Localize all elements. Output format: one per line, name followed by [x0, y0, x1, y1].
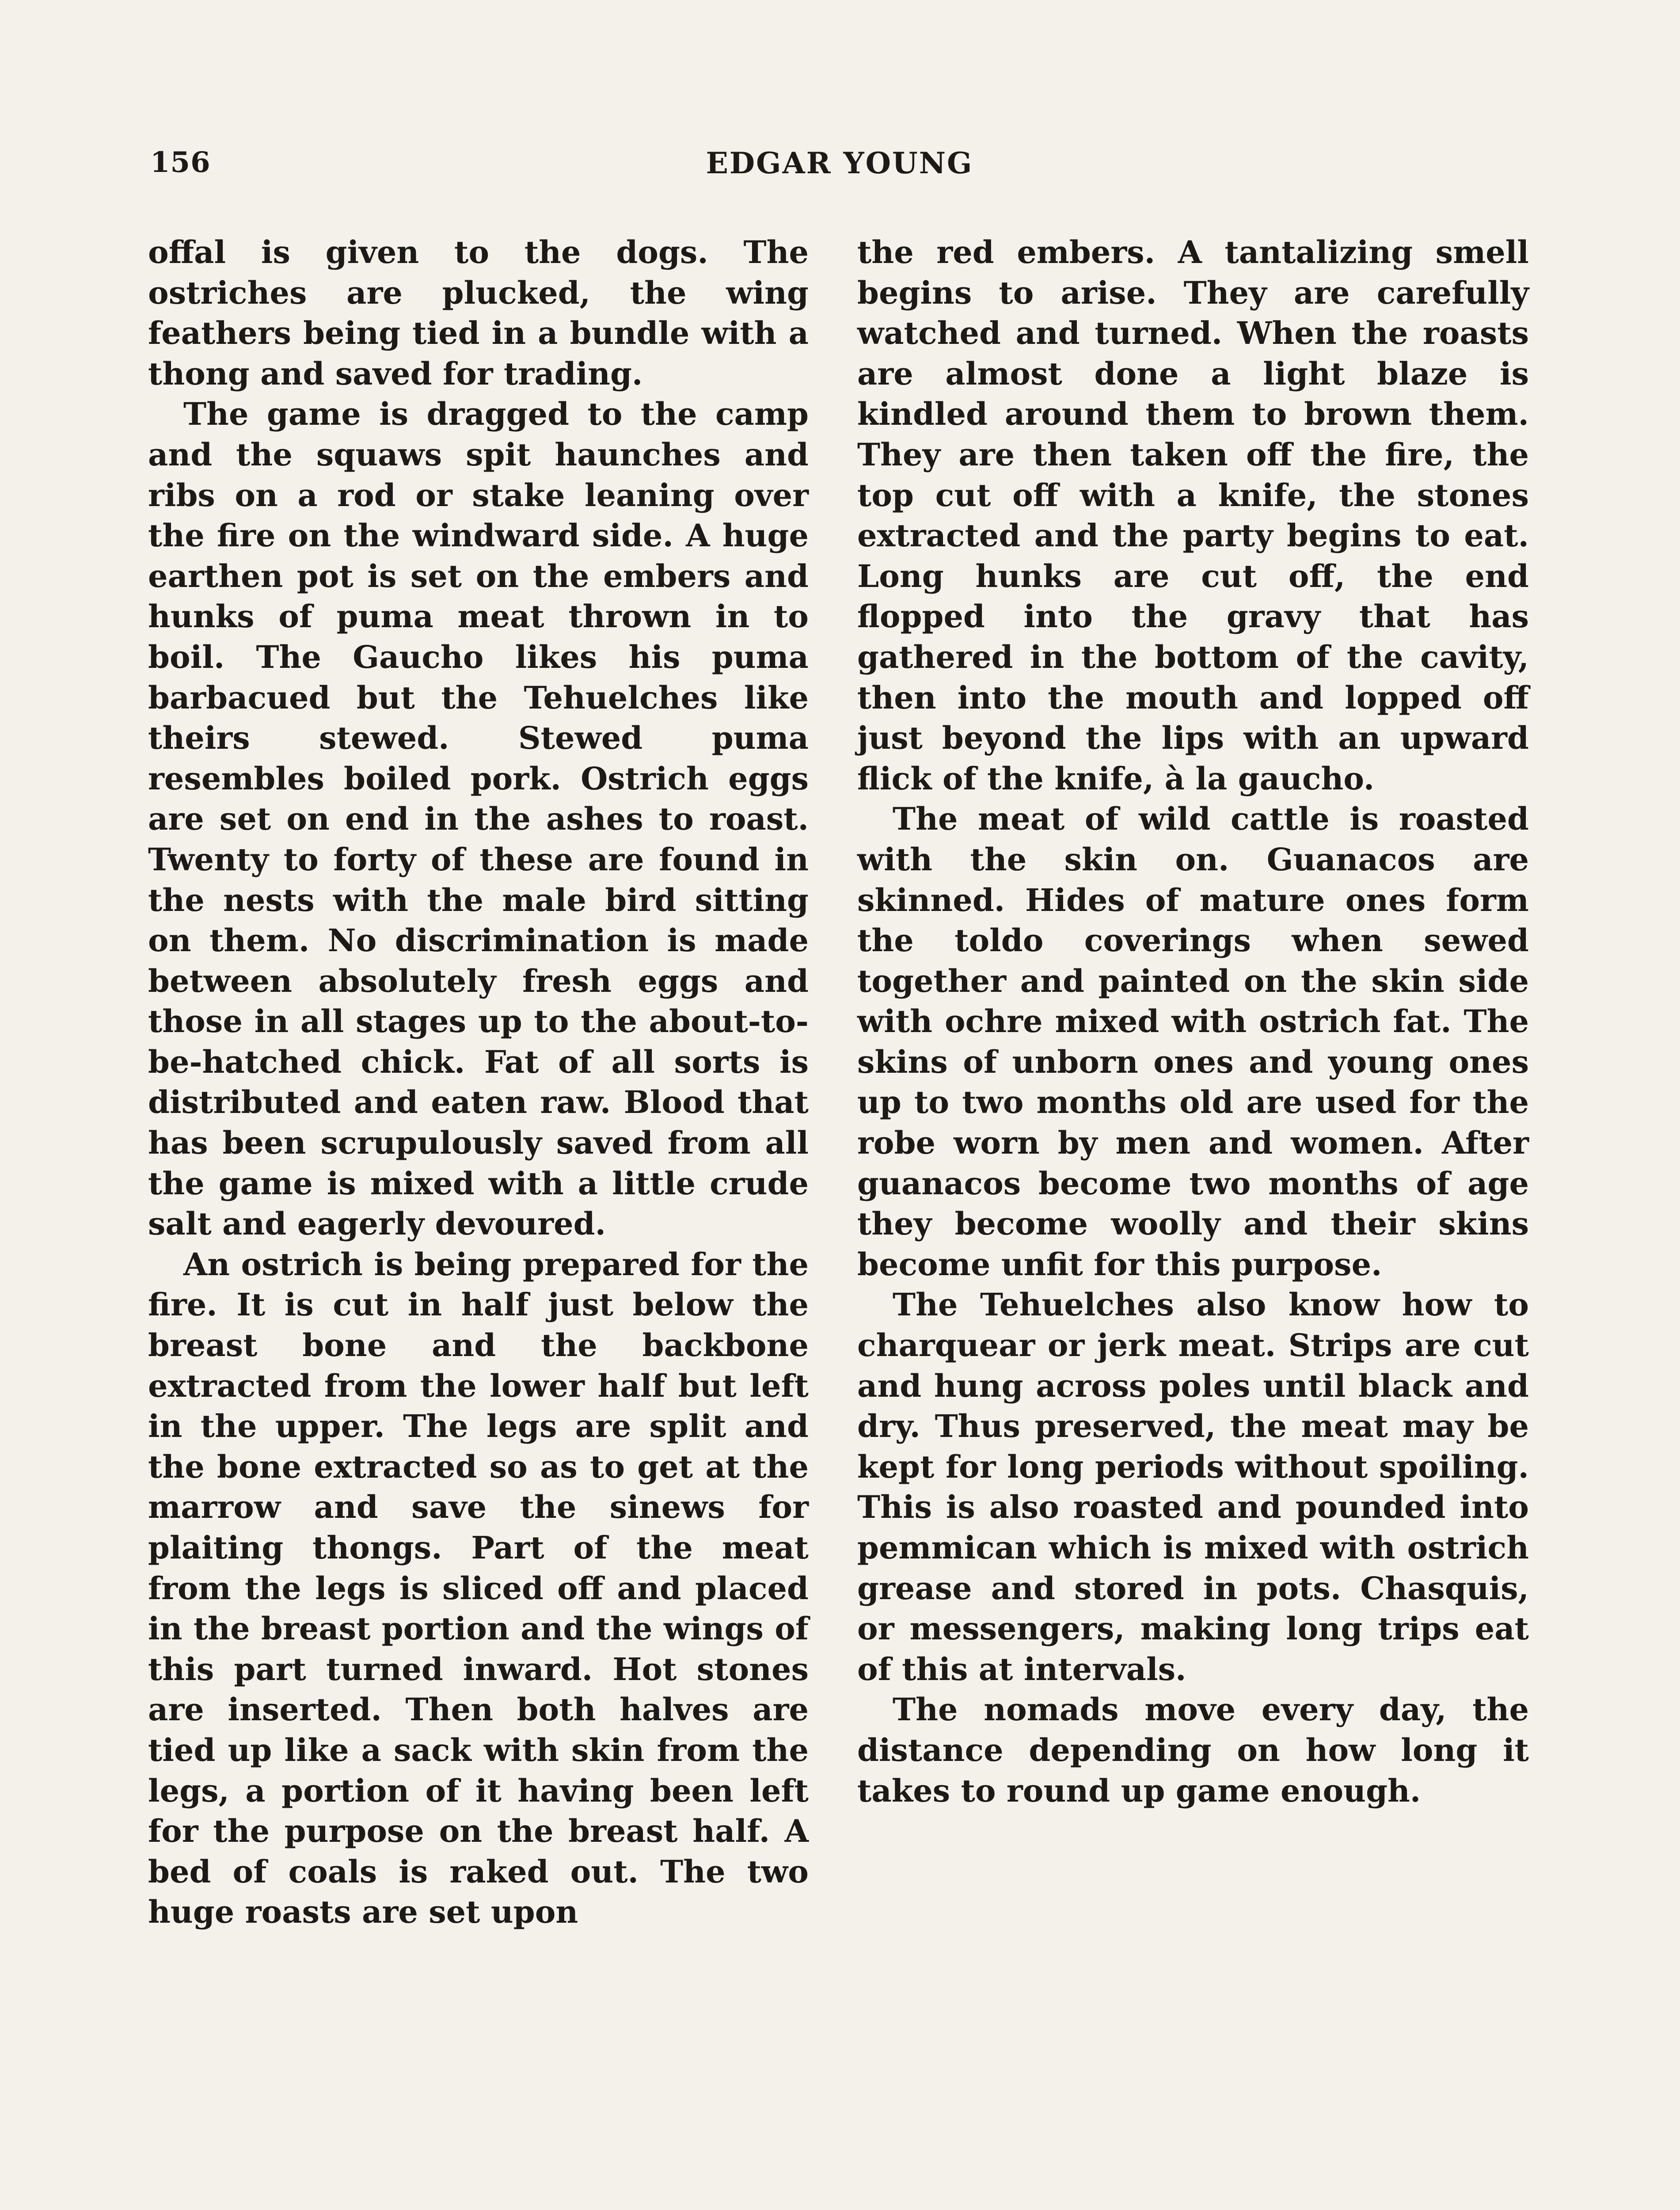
right-column: [857, 232, 1529, 1811]
left-column: [148, 232, 809, 1932]
page-header: [150, 146, 1529, 199]
paragraph: the red embers. A tantalizing smell begins to arise. They are carefully watched and turned. When the roasts are almost done a light blaze is kindled around them to brown them. They are then taken off the fire, the top cut off with a knife, the stones extracted and the party begins to eat. Long hunks are cut off, the end flopped into the gravy that has gathered in the bottom of the cavity, then into the mouth and lopped off just beyond the lips with an upward flick of the knife, à la gaucho.: [857, 234, 1529, 797]
paragraph: An ostrich is being prepared for the fire. It is cut in half just below the breast bone and the backbone extracted from the lower half but left in the upper. The legs are split and the bone extracted so as to get at the marrow and save the sinews for plaiting thongs. Part of the meat from the legs is sliced off and placed in the breast portion and the wings of this part turned inward. Hot stones are inserted. Then both halves are tied up like a sack with skin from the legs, a portion of it having been left for the purpose on the breast half. A bed of coals is raked out. The two huge roasts are set upon: [148, 1246, 809, 1931]
paragraph: The meat of wild cattle is roasted with the skin on. Guanacos are skinned. Hides of mature ones form the toldo coverings when sewed together and painted on the skin side with ochre mixed with ostrich fat. The skins of unborn ones and young ones up to two months old are used for the robe worn by men and women. After guanacos become two months of age they become woolly and their skins become unfit for this purpose.: [857, 800, 1529, 1283]
running-head: EDGAR YOUNG: [706, 146, 973, 180]
paragraph: offal is given to the dogs. The ostriches are plucked, the wing feathers being tied in a bundle with a thong and saved for trading.: [148, 234, 809, 392]
paragraph: The nomads move every day, the distance depending on how long it takes to round up game enough.: [857, 1691, 1529, 1809]
page-number: 156: [150, 146, 211, 179]
paragraph: The game is dragged to the camp and the squaws spit haunches and ribs on a rod or stake leaning over the fire on the windward side. A huge earthen pot is set on the embers and hunks of puma meat thrown in to boil. The Gaucho likes his puma barbacued but the Tehuelches like theirs stewed. Stewed puma resembles boiled pork. Ostrich eggs are set on end in the ashes to roast. Twenty to forty of these are found in the nests with the male bird sitting on them. No discrimination is made between absolutely fresh eggs and those in all stages up to the about-to-be-hatched chick. Fat of all sorts is distributed and eaten raw. Blood that has been scrupulously saved from all the game is mixed with a little crude salt and eagerly devoured.: [148, 396, 809, 1242]
paragraph: The Tehuelches also know how to charquear or jerk meat. Strips are cut and hung across poles until black and dry. Thus preserved, the meat may be kept for long periods without spoiling. This is also roasted and pounded into pemmican which is mixed with ostrich grease and stored in pots. Chasquis, or messengers, making long trips eat of this at intervals.: [857, 1286, 1529, 1688]
